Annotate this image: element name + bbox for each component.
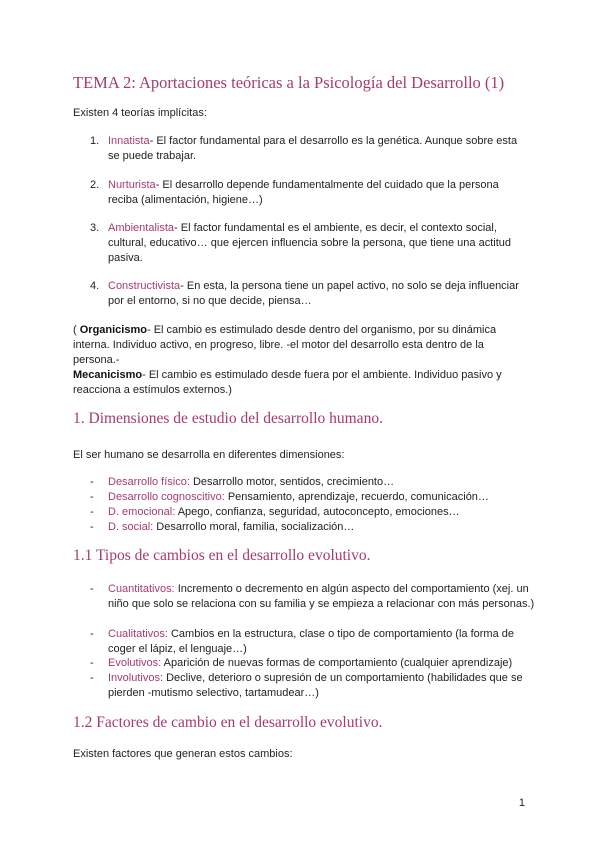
- list-number: 3.: [90, 222, 100, 234]
- dimension-text: Apego, confianza, seguridad, autoconcepto, emociones…: [175, 506, 460, 518]
- section-1-heading: 1. Dimensiones de estudio del desarrollo humano.: [73, 410, 383, 427]
- theory-item-constructivista: [90, 279, 520, 309]
- organicismo-text: - El cambio es estimulado desde dentro del organismo, por su dinámica interna. Individuo activo, en progreso, libre. -el motor del desarrollo esta dentro de la persona.-: [73, 324, 497, 366]
- change-text: Cambios en la estructura, clase o tipo de comportamiento (la forma de coger el lápiz, el lenguaje…): [108, 628, 514, 655]
- list-dash: -: [90, 657, 94, 669]
- change-item-cuantitativos: [90, 582, 535, 612]
- list-dash: -: [90, 628, 94, 640]
- dimension-text: Desarrollo moral, familia, socialización…: [153, 521, 355, 533]
- change-text: Aparición de nuevas formas de comportamiento (cualquier aprendizaje): [161, 657, 513, 669]
- theory-text: - El factor fundamental es el ambiente, es decir, el contexto social, cultural, educativo… que ejercen influencia sobre la persona, que tiene una actitud pasiva.: [108, 222, 511, 264]
- theory-item-ambientalista: [90, 221, 520, 266]
- section-1-2-heading: 1.2 Factores de cambio en el desarrollo evolutivo.: [73, 714, 383, 731]
- theory-term: Constructivista: [108, 280, 181, 292]
- theory-text: - El factor fundamental para el desarrollo es la genética. Aunque sobre esta se puede trabajar.: [108, 135, 518, 162]
- change-item-involutivos: [90, 671, 535, 701]
- dimension-item-social: [90, 520, 535, 535]
- change-term: Cuantitativos:: [108, 583, 175, 595]
- dimension-term: D. emocional:: [108, 506, 176, 518]
- section-1-intro: El ser humano se desarrolla en diferentes dimensiones:: [73, 449, 345, 461]
- theory-term: Nurturista: [108, 179, 156, 191]
- mecanicismo-term: Mecanicismo: [73, 369, 143, 381]
- change-term: Evolutivos:: [108, 657, 162, 669]
- dimension-text: Desarrollo motor, sentidos, crecimiento…: [189, 476, 395, 488]
- dimension-term: Desarrollo físico:: [108, 476, 190, 488]
- mecanicismo-text: - El cambio es estimulado desde fuera por el ambiente. Individuo pasivo y reacciona a estímulos externos.): [73, 369, 502, 396]
- dimension-term: D. social:: [108, 521, 154, 533]
- section-1-1-heading: 1.1 Tipos de cambios en el desarrollo evolutivo.: [73, 547, 371, 564]
- theory-term: Innatista: [108, 135, 150, 147]
- theory-text: - El desarrollo depende fundamentalmente del cuidado que la persona reciba (alimentación, higiene…): [108, 179, 499, 206]
- page-number: 1: [518, 797, 525, 809]
- dimension-item-fisico: [90, 475, 535, 490]
- note-open-paren: (: [73, 324, 80, 336]
- note-paragraph: [73, 323, 533, 398]
- theory-text: - En esta, la persona tiene un papel activo, no solo se deja influenciar por el entorno, si no que decide, piensa…: [108, 280, 519, 307]
- list-dash: -: [90, 521, 94, 533]
- list-dash: -: [90, 476, 94, 488]
- intro-paragraph: Existen 4 teorías implícitas:: [73, 107, 207, 119]
- change-item-cualitativos: [90, 627, 535, 657]
- list-number: 4.: [90, 280, 100, 292]
- dimension-item-cognoscitivo: [90, 490, 535, 505]
- list-dash: -: [90, 583, 94, 595]
- theory-term: Ambientalista: [108, 222, 175, 234]
- list-dash: -: [90, 506, 94, 518]
- list-dash: -: [90, 672, 94, 684]
- change-text: Declive, deterioro o supresión de un comportamiento (habilidades que se pierden -mutismo selectivo, tartamudear…): [108, 672, 523, 699]
- theory-item-innatista: [90, 134, 520, 164]
- theory-item-nurturista: [90, 178, 520, 208]
- change-term: Involutivos:: [108, 672, 164, 684]
- dimension-item-emocional: [90, 505, 535, 520]
- document-title: TEMA 2: Aportaciones teóricas a la Psicología del Desarrollo (1): [73, 73, 505, 92]
- list-number: 1.: [90, 135, 100, 147]
- change-text: Incremento o decremento en algún aspecto del comportamiento (xej. un niño que solo se relaciona con su familia y se empieza a relacionar con más personas.): [108, 583, 535, 610]
- dimension-term: Desarrollo cognoscitivo:: [108, 491, 225, 503]
- dimension-text: Pensamiento, aprendizaje, recuerdo, comunicación…: [224, 491, 489, 503]
- list-number: 2.: [90, 179, 100, 191]
- section-1-2-intro: Existen factores que generan estos cambios:: [73, 748, 293, 760]
- change-term: Cualitativos:: [108, 628, 168, 640]
- list-dash: -: [90, 491, 94, 503]
- change-item-evolutivos: [90, 656, 535, 671]
- organicismo-term: Organicismo: [79, 324, 147, 336]
